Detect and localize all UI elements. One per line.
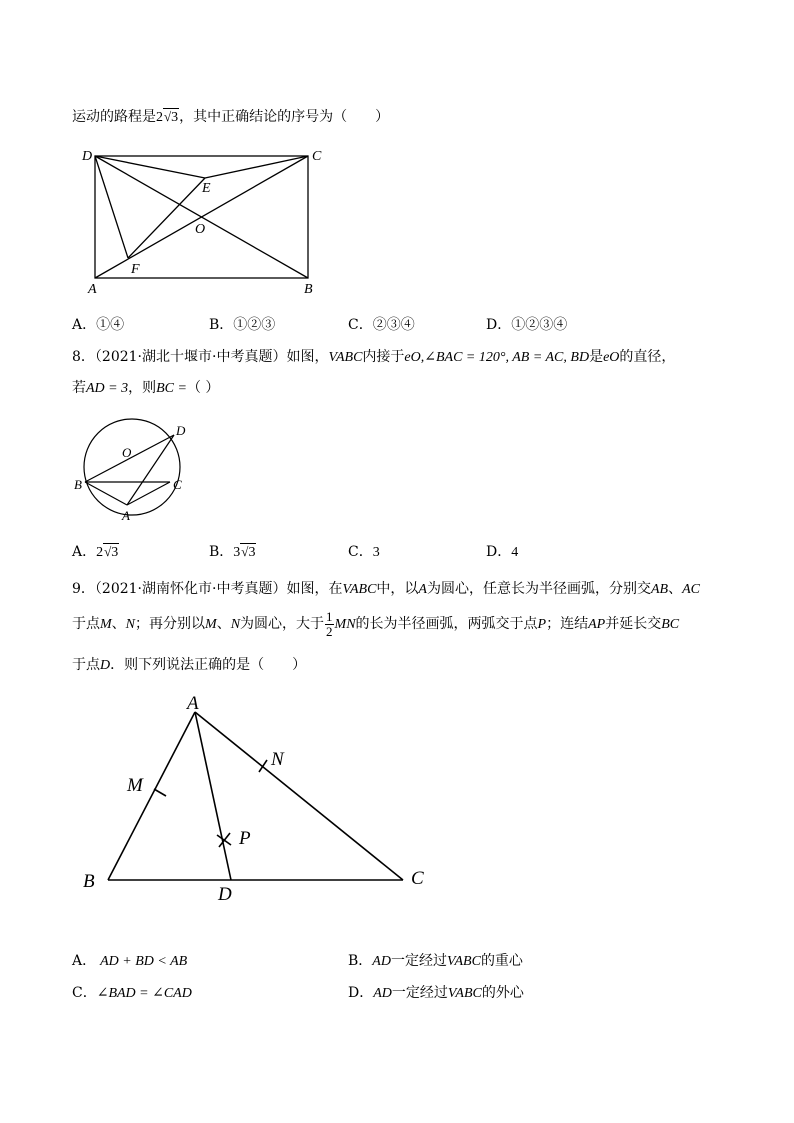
q9-triangle-figure	[75, 688, 435, 908]
q9-stem-line3: 于点D．则下列说法正确的是（ ）	[72, 657, 307, 673]
segment-df	[95, 156, 128, 258]
sqrt-symbol: √3	[104, 544, 119, 560]
label-b: B	[304, 282, 313, 297]
label-d: D	[176, 423, 186, 438]
q9-option-b[interactable]: B．AD一定经过VABC的重心	[348, 953, 523, 969]
label-b: B	[83, 871, 95, 892]
label-o: O	[195, 222, 206, 237]
label-d: D	[218, 884, 232, 905]
q8-option-c[interactable]: C．3	[348, 544, 380, 560]
label-d: D	[82, 149, 93, 164]
q9-option-a[interactable]: A． AD + BD < AB	[72, 953, 188, 969]
q7-option-c[interactable]: C．②③④	[348, 317, 415, 333]
label-f: F	[131, 262, 140, 277]
side-ab	[108, 712, 195, 880]
q8-option-d[interactable]: D．4	[486, 544, 519, 560]
q7-option-a[interactable]: A．①④	[72, 317, 125, 333]
chord-ad	[127, 435, 174, 505]
label-c: C	[312, 149, 322, 164]
q9-option-c[interactable]: C．∠BAD = ∠CAD	[72, 985, 192, 1001]
segment-ef	[128, 178, 205, 258]
label-m: M	[127, 775, 143, 796]
fraction-one-half: $\frac{1}{2}$	[326, 608, 333, 639]
label-n: N	[271, 749, 284, 770]
q9-option-d[interactable]: D．AD一定经过VABC的外心	[348, 985, 524, 1001]
q7-option-d[interactable]: D．①②③④	[486, 317, 568, 333]
q8-stem-line1: 8．（2021·湖北十堰市·中考真题）如图，VABC内接于eO,∠BAC = 120°, AB = AC, BD是eO的直径，	[72, 349, 676, 365]
label-b: B	[74, 477, 82, 492]
q7-option-b[interactable]: B．①②③	[209, 317, 276, 333]
sqrt-symbol: √3	[241, 544, 256, 560]
label-a: A	[88, 282, 97, 297]
q8-stem-line2: 若AD = 3，则BC =（ ）	[72, 380, 220, 396]
sqrt-symbol: √3	[164, 109, 179, 125]
chord-ca	[127, 482, 170, 505]
q8-circle-figure	[70, 415, 195, 525]
label-a: A	[187, 693, 199, 714]
q7-rectangle-figure	[78, 145, 338, 300]
q7-stem: 运动的路程是2√3，其中正确结论的序号为（ ）	[72, 109, 390, 125]
q9-stem-line2: 于点M、N；再分别以M、N为圆心，大于 $\frac{1}{2}$ MN的长为半径画弧，两弧交于点P；连结AP并延长交BC	[72, 608, 680, 639]
label-e: E	[202, 181, 211, 196]
q8-option-a[interactable]: A．2√3	[72, 544, 119, 560]
segment-de	[95, 156, 205, 178]
q8-option-b[interactable]: B．3√3	[209, 544, 256, 560]
arc-mark-m	[154, 789, 166, 796]
segment-ce	[205, 156, 308, 178]
circle-o	[84, 419, 180, 515]
label-a: A	[122, 508, 130, 523]
label-o: O	[122, 445, 132, 460]
q9-stem-line1: 9．（2021·湖南怀化市·中考真题）如图，在VABC中，以A为圆心，任意长为半径画弧，分别交AB、AC	[72, 581, 700, 597]
label-c: C	[173, 477, 182, 492]
label-c: C	[411, 868, 424, 889]
label-p: P	[239, 828, 251, 849]
